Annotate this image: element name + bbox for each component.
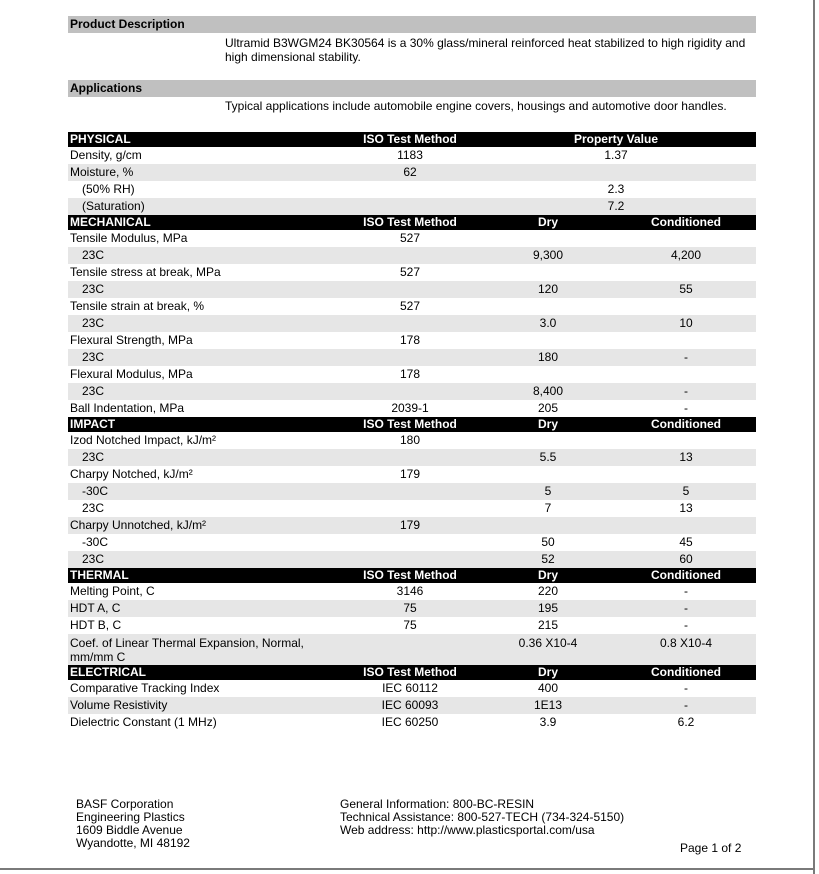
dry-column-header: Dry <box>537 665 558 679</box>
dry-column-header: Dry <box>537 215 558 229</box>
property-name: 23C <box>82 248 105 262</box>
property-name: Comparative Tracking Index <box>70 681 220 695</box>
table-row <box>68 517 756 534</box>
property-value: 2.3 <box>607 182 625 196</box>
property-name: Ball Indentation, MPa <box>70 401 185 415</box>
address-line: 1609 Biddle Avenue <box>76 823 183 837</box>
property-value: 1.37 <box>604 148 628 162</box>
dry-value: 180 <box>537 350 559 364</box>
property-value-column-header: Property Value <box>573 132 659 146</box>
web-address-link[interactable]: Web address: http://www.plasticsportal.com/usa <box>340 823 595 837</box>
address-line: Engineering Plastics <box>76 810 185 824</box>
conditioned-value: - <box>684 350 688 364</box>
iso-method: 1183 <box>397 148 423 162</box>
table-row <box>68 617 756 634</box>
iso-column-header: ISO Test Method <box>363 417 457 431</box>
dry-value: 7 <box>544 501 552 515</box>
table-row <box>68 483 756 500</box>
dry-value: 3.0 <box>539 316 557 330</box>
applications-text: Typical applications include automobile engine covers, housings and automotive door handles. <box>225 99 727 113</box>
dry-column-header: Dry <box>537 417 558 431</box>
table-row <box>68 600 756 617</box>
table-section-header <box>68 215 756 230</box>
dry-value: 120 <box>537 282 559 296</box>
product-description-text: Ultramid B3WGM24 BK30564 is a 30% glass/mineral reinforced heat stabilized to high rigidity and high dimensional stability. <box>225 36 746 64</box>
iso-method: 75 <box>403 618 417 632</box>
iso-column-header: ISO Test Method <box>363 132 457 146</box>
dry-column-header: Dry <box>537 568 558 582</box>
dry-value: 5 <box>544 484 552 498</box>
product-description-header: Product Description <box>68 16 756 33</box>
property-name: (50% RH) <box>82 182 135 196</box>
property-name: Tensile Modulus, MPa <box>70 231 188 245</box>
conditioned-value: 55 <box>679 282 693 296</box>
conditioned-column-header: Conditioned <box>651 665 721 679</box>
conditioned-column-header: Conditioned <box>651 417 721 431</box>
table-row <box>68 449 756 466</box>
dry-value: 400 <box>537 681 559 695</box>
conditioned-value: 13 <box>679 501 693 515</box>
table-row <box>68 230 756 247</box>
property-name: 23C <box>82 316 105 330</box>
conditioned-value: - <box>684 618 688 632</box>
table-row <box>68 383 756 400</box>
iso-method: 527 <box>399 265 421 279</box>
section-title: ELECTRICAL <box>70 665 146 679</box>
property-name: Charpy Notched, kJ/m² <box>70 467 193 481</box>
iso-method: IEC 60112 <box>382 681 438 695</box>
iso-column-header: ISO Test Method <box>363 215 457 229</box>
section-title: MECHANICAL <box>70 215 151 229</box>
property-name: Tensile strain at break, % <box>70 299 205 313</box>
contact-line: Technical Assistance: 800-527-TECH (734-324-5150) <box>340 810 625 824</box>
property-name: Volume Resistivity <box>70 698 168 712</box>
table-row <box>68 164 756 181</box>
property-name: Coef. of Linear Thermal Expansion, Normal, mm/mm C <box>70 636 304 664</box>
page-border-bottom <box>0 868 815 870</box>
property-name: 23C <box>82 450 105 464</box>
iso-method: 178 <box>399 333 421 347</box>
iso-method: 62 <box>403 165 417 179</box>
iso-method: 179 <box>399 467 421 481</box>
table-section-header <box>68 417 756 432</box>
iso-method: 75 <box>403 601 417 615</box>
conditioned-value: - <box>684 401 688 415</box>
table-row <box>68 500 756 517</box>
dry-value: 8,400 <box>532 384 564 398</box>
property-name: -30C <box>82 484 109 498</box>
applications-header: Applications <box>68 80 756 97</box>
section-title: IMPACT <box>70 417 116 431</box>
conditioned-value: - <box>684 698 688 712</box>
iso-method: 178 <box>399 367 421 381</box>
table-row <box>68 697 756 714</box>
property-name: Dielectric Constant (1 MHz) <box>70 715 217 729</box>
property-name: 23C <box>82 384 105 398</box>
conditioned-value: 5 <box>682 484 690 498</box>
table-row <box>68 147 756 164</box>
conditioned-value: - <box>684 681 688 695</box>
iso-method: 527 <box>399 231 421 245</box>
address-line: BASF Corporation <box>76 797 174 811</box>
table-row <box>68 264 756 281</box>
conditioned-value: 45 <box>679 535 693 549</box>
dry-value: 195 <box>537 601 559 615</box>
conditioned-column-header: Conditioned <box>651 568 721 582</box>
iso-method: 527 <box>399 299 421 313</box>
property-name: Moisture, % <box>70 165 134 179</box>
page-border-right <box>813 0 815 874</box>
dry-value: 1E13 <box>533 698 563 712</box>
table-row <box>68 181 756 198</box>
iso-method: IEC 60093 <box>381 698 439 712</box>
dry-value: 220 <box>537 584 559 598</box>
table-row <box>68 247 756 264</box>
dry-value: 52 <box>541 552 555 566</box>
table-row <box>68 583 756 600</box>
dry-value: 215 <box>537 618 559 632</box>
property-name: -30C <box>82 535 109 549</box>
iso-column-header: ISO Test Method <box>363 665 457 679</box>
table-row <box>68 315 756 332</box>
footer-address <box>76 798 190 850</box>
property-name: 23C <box>82 501 105 515</box>
property-name: HDT A, C <box>70 601 121 615</box>
table-row <box>68 714 756 731</box>
table-row <box>68 432 756 449</box>
page-number: Page 1 of 2 <box>680 841 742 855</box>
property-name: Charpy Unnotched, kJ/m² <box>70 518 207 532</box>
table-row <box>68 198 756 215</box>
conditioned-column-header: Conditioned <box>651 215 721 229</box>
property-value: 7.2 <box>607 199 625 213</box>
table-row <box>68 551 756 568</box>
table-section-header <box>68 665 756 680</box>
dry-value: 0.36 X10-4 <box>518 636 578 650</box>
property-name: Tensile stress at break, MPa <box>70 265 221 279</box>
property-name: Melting Point, C <box>70 584 155 598</box>
conditioned-value: - <box>684 384 688 398</box>
conditioned-value: 4,200 <box>670 248 702 262</box>
iso-method: IEC 60250 <box>381 715 439 729</box>
property-name: 23C <box>82 350 105 364</box>
table-row <box>68 400 756 417</box>
table-section-header <box>68 132 756 147</box>
table-row <box>68 349 756 366</box>
table-row <box>68 680 756 697</box>
section-title: THERMAL <box>70 568 129 582</box>
table-section-header <box>68 568 756 583</box>
property-name: Density, g/cm <box>70 148 142 162</box>
iso-method: 3146 <box>396 584 424 598</box>
table-row <box>68 281 756 298</box>
table-row <box>68 332 756 349</box>
conditioned-value: 6.2 <box>677 715 695 729</box>
dry-value: 3.9 <box>539 715 557 729</box>
property-name: Izod Notched Impact, kJ/m² <box>70 433 217 447</box>
table-row <box>68 634 756 665</box>
conditioned-value: - <box>684 584 688 598</box>
contact-line: General Information: 800-BC-RESIN <box>340 797 535 811</box>
table-row <box>68 534 756 551</box>
property-name: 23C <box>82 552 105 566</box>
section-title: PHYSICAL <box>70 132 131 146</box>
table-row <box>68 298 756 315</box>
dry-value: 205 <box>537 401 559 415</box>
conditioned-value: 0.8 X10-4 <box>659 636 713 650</box>
properties-table <box>68 132 756 731</box>
property-name: Flexural Strength, MPa <box>70 333 193 347</box>
property-name: 23C <box>82 282 105 296</box>
address-line: Wyandotte, MI 48192 <box>76 836 190 850</box>
footer-contact <box>340 798 624 837</box>
conditioned-value: - <box>684 601 688 615</box>
iso-method: 180 <box>399 433 421 447</box>
iso-column-header: ISO Test Method <box>363 568 457 582</box>
property-name: Flexural Modulus, MPa <box>70 367 193 381</box>
property-name: HDT B, C <box>70 618 122 632</box>
dry-value: 5.5 <box>539 450 557 464</box>
iso-method: 2039-1 <box>391 401 429 415</box>
table-row <box>68 466 756 483</box>
iso-method: 179 <box>399 518 421 532</box>
dry-value: 50 <box>541 535 555 549</box>
property-name: (Saturation) <box>82 199 145 213</box>
conditioned-value: 60 <box>679 552 693 566</box>
conditioned-value: 13 <box>679 450 693 464</box>
conditioned-value: 10 <box>679 316 693 330</box>
table-row <box>68 366 756 383</box>
dry-value: 9,300 <box>532 248 564 262</box>
